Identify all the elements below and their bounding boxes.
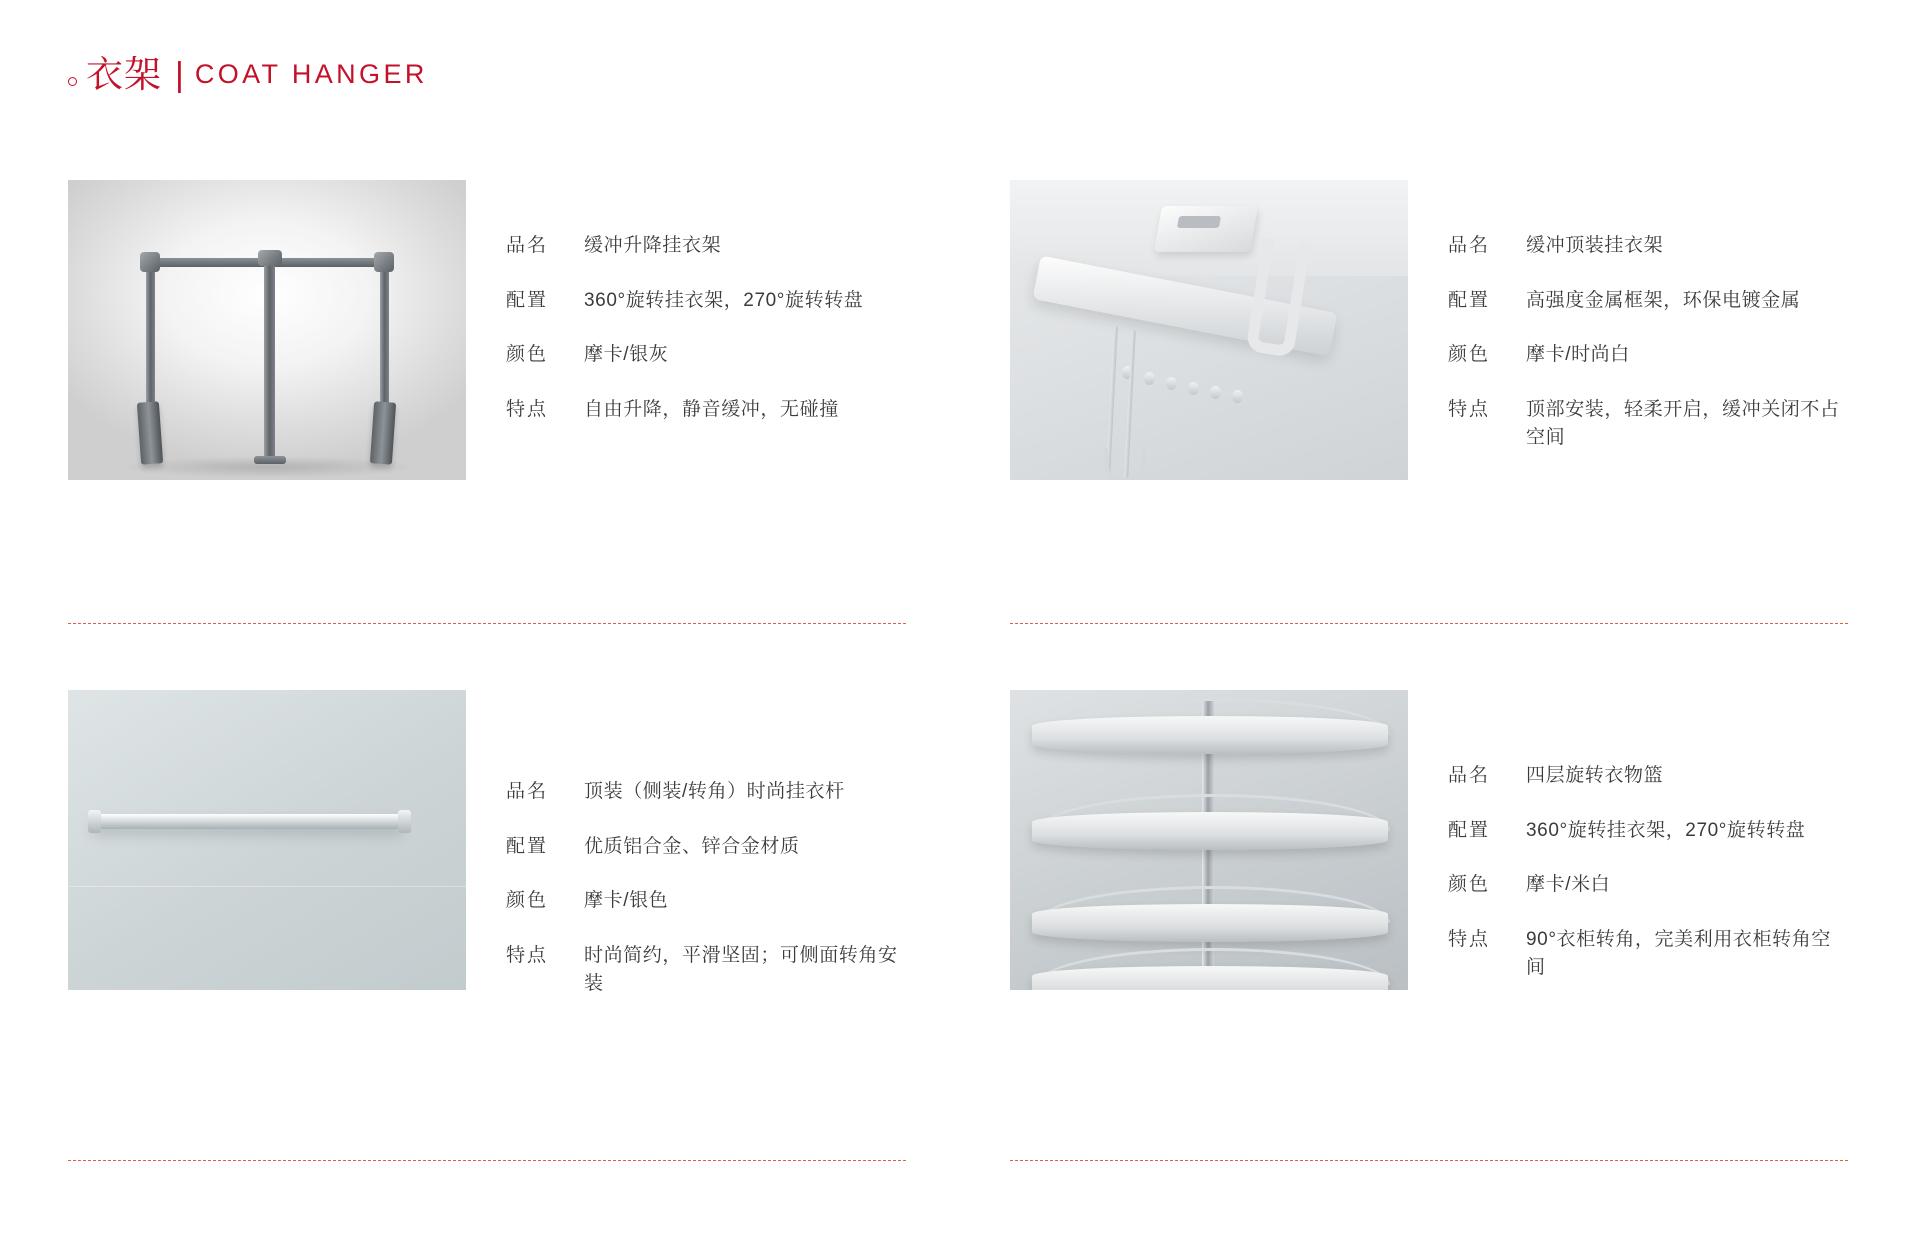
spec-row-name (1448, 762, 1850, 791)
spec-row-color (506, 887, 908, 916)
spec-label-color: 颜色 (1448, 874, 1491, 895)
spec-row-feature (506, 942, 908, 999)
section-divider (68, 623, 906, 624)
spec-row-config (506, 287, 908, 316)
spec-label-config: 配置 (506, 835, 549, 857)
spec-label-name: 品名 (1448, 235, 1491, 256)
section-divider (1010, 623, 1848, 624)
spec-row-color (1448, 341, 1850, 370)
title-separator: | (175, 55, 184, 94)
spec-value-config: 360°旋转挂衣架，270°旋转转盘 (584, 289, 864, 311)
spec-row-feature (506, 396, 908, 425)
product-block (68, 180, 908, 480)
product-block (1010, 180, 1850, 480)
spec-value-color: 摩卡/时尚白 (1526, 344, 1630, 365)
section-divider (1010, 1160, 1848, 1161)
spec-value-feature: 时尚简约，平滑坚固；可侧面转角安装 (584, 944, 898, 994)
page-title-cn: 衣架 (86, 54, 162, 95)
spec-row-name (1448, 232, 1850, 261)
spec-row-feature (1448, 396, 1850, 453)
spec-value-config: 高强度金属框架，环保电镀金属 (1526, 289, 1801, 311)
page-title-en: COAT HANGER (194, 59, 428, 89)
bullet-icon (68, 77, 77, 86)
spec-row-color (506, 341, 908, 370)
product-spec (506, 180, 908, 424)
spec-value-name: 缓冲顶装挂衣架 (1526, 235, 1664, 256)
spec-row-name (506, 232, 908, 261)
spec-row-config (1448, 817, 1850, 846)
product-block (68, 690, 908, 999)
page-title (68, 56, 428, 93)
spec-label-config: 配置 (506, 289, 549, 311)
spec-label-feature: 特点 (1448, 398, 1491, 420)
four-tier-rotating-basket-photo (1010, 690, 1408, 990)
spec-value-feature: 顶部安装，轻柔开启，缓冲关闭不占空间 (1526, 398, 1840, 448)
spec-label-config: 配置 (1448, 289, 1491, 311)
spec-label-name: 品名 (506, 235, 549, 256)
fashion-hanging-rod-photo (68, 690, 466, 990)
spec-label-name: 品名 (1448, 765, 1491, 786)
lift-coat-hanger-photo (68, 180, 466, 480)
spec-row-name (506, 778, 908, 807)
spec-label-color: 颜色 (506, 344, 549, 365)
spec-label-name: 品名 (506, 781, 549, 802)
spec-value-color: 摩卡/银灰 (584, 344, 669, 365)
section-divider (68, 1160, 906, 1161)
spec-value-color: 摩卡/银色 (584, 890, 669, 911)
spec-label-feature: 特点 (1448, 928, 1491, 950)
product-spec (1448, 180, 1850, 453)
spec-label-color: 颜色 (1448, 344, 1491, 365)
spec-label-config: 配置 (1448, 819, 1491, 841)
spec-label-feature: 特点 (506, 398, 549, 420)
product-spec (1448, 690, 1850, 983)
spec-row-color (1448, 871, 1850, 900)
spec-value-name: 四层旋转衣物篮 (1526, 765, 1664, 786)
spec-value-name: 缓冲升降挂衣架 (584, 235, 722, 256)
spec-value-config: 优质铝合金、锌合金材质 (584, 835, 800, 857)
spec-row-feature (1448, 926, 1850, 983)
spec-label-feature: 特点 (506, 944, 549, 966)
spec-value-name: 顶装（侧装/转角）时尚挂衣杆 (584, 781, 845, 802)
spec-value-color: 摩卡/米白 (1526, 874, 1611, 895)
product-spec (506, 690, 908, 999)
ceiling-mounted-hanger-photo (1010, 180, 1408, 480)
spec-value-feature: 90°衣柜转角，完美利用衣柜转角空间 (1526, 928, 1831, 978)
product-block (1010, 690, 1850, 990)
spec-row-config (506, 833, 908, 862)
spec-row-config (1448, 287, 1850, 316)
spec-label-color: 颜色 (506, 890, 549, 911)
spec-value-config: 360°旋转挂衣架，270°旋转转盘 (1526, 819, 1806, 841)
spec-value-feature: 自由升降，静音缓冲，无碰撞 (584, 398, 839, 420)
